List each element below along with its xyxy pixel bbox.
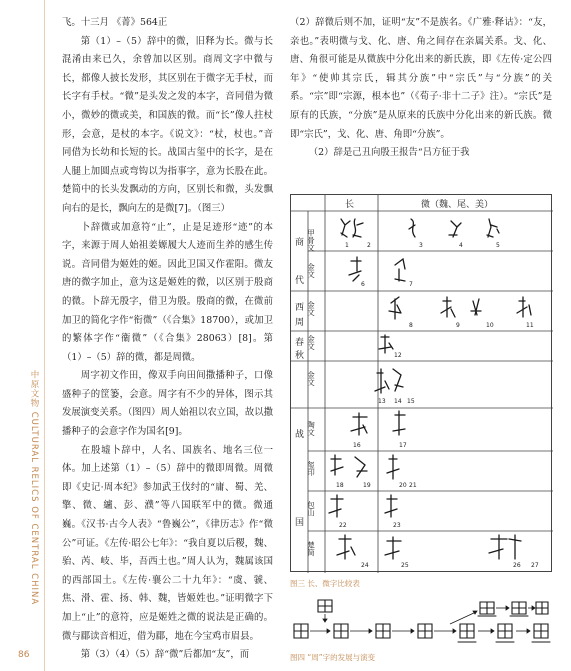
script-bronze: 金文 (306, 263, 316, 278)
glyph-number: 22 (339, 522, 347, 529)
glyph-number: 4 (459, 242, 463, 249)
glyph-number: 11 (526, 322, 534, 329)
figure-3-comparison-table (290, 194, 552, 572)
glyph-number: 18 (336, 482, 344, 489)
glyph-number: 7 (409, 281, 413, 288)
figure-3-drawing (291, 195, 553, 573)
glyph-number: 25 (401, 562, 409, 569)
header-long: 长 (345, 200, 355, 210)
ancient-glyph-strokes (329, 219, 531, 559)
paragraph: 在殷墟卜辞中，人名、国族名、地名三位一体。加上述第（1）–（5）辞中的微即周微。周微即《史记·周本纪》参加武王伐纣的“庸、蜀、羌、擎、微、纑、彭、濮”等八国联军中的微。微通巍。《汉书·古今人表》“鲁巍公”，《律历志》作“微公”可证。《左传·昭公七年》：“我自夏以后稷，魏、骀、芮、岐、毕，吾西土也。”周人认为，魏属该国的西部国土。《左传·襄公二十九年》：“虞、虢、焦、滑、霍、扬、韩、魏，皆姬姓也。”证明微字下加上“止”的意符，应是姬姓之微的说法是正确的。微与郿读音相近，借为郿，地在今宝鸡市眉县。 (62, 444, 273, 642)
script-oracle-bone: 甲骨文 (306, 229, 316, 252)
figure-4-zhou-evolution (290, 596, 552, 648)
glyph-number: 13 (378, 398, 386, 405)
figure-3-caption: 图三 长、微字比较表 (290, 579, 360, 588)
paragraph: （2）辞是己丑向殷王报告“吕方征于我 (308, 147, 470, 159)
paragraph: 卜辞微或加意符“止”，止是足迹形“迹”的本字，来源于周人始祖姜嫄履大人迹而生养的感生传说。音同借为姬姓的姬。因此卫国又作霍阳。微友唐的微字加止，意为这是姬姓的微，以区别于殷商的微。卜辞无殷字，借卫为殷。殷商的微，在微前加卫的简化字作“衔微”（《合集》18700），或加卫的繁体字作“衞微”（《合集》28063）[8]。第（1）–（5）辞的微，都是周微。 (62, 221, 273, 363)
glyph-number: 20 (399, 482, 407, 489)
glyph-number: 19 (363, 482, 371, 489)
glyph-number: 23 (393, 522, 401, 529)
script-pottery: 陶文 (306, 421, 316, 436)
period-shang: 商 (295, 238, 305, 248)
paragraph: 周字初文作田，像双手向田间撒播种子，口像盛种子的筐篓，会意。周字有不少的异体，图示其发展演变关系。（图四）周人始祖以农立国，故以撒播种子的会意字作为国名[9]。 (62, 370, 273, 438)
header-wei: 微（魏、尾、美） (421, 200, 494, 210)
glyph-number: 9 (456, 322, 460, 329)
script-bronze: 金文 (306, 371, 316, 386)
glyph-number: 15 (407, 398, 415, 405)
page-number: 86 (18, 650, 30, 660)
figure-4-drawing (290, 596, 552, 648)
glyph-number: 2 (367, 242, 371, 249)
glyph-number: 16 (353, 442, 361, 449)
script-seal: 玺印 (306, 461, 316, 476)
figure-4-caption: 图四 “周”字的发展与演变 (290, 653, 376, 662)
paragraph: 第（3）（4）（5）辞“微”后都加“友”，而 (80, 649, 250, 661)
glyph-number: 6 (361, 281, 365, 288)
glyph-number: 17 (399, 442, 407, 449)
script-bronze: 金文 (306, 301, 316, 316)
glyph-number: 1 (345, 242, 349, 249)
period-zhan: 战 (295, 430, 305, 440)
period-qiu: 秋 (295, 351, 305, 361)
glyph-number: 27 (531, 562, 539, 569)
glyph-number: 14 (394, 398, 402, 405)
paragraph: 第（1）–（5）辞中的微，旧释为长。微与长混淆由来已久，余曾加以区别。商周文字中微与长，都像人披长发形，其区别在于微字无手杖，而长字有手杖。“微”是头发之发的本字，音同借为微小，微妙的微或美，和国族的微。而“长”像人拄杖形，会意，是杖的本字。《说文》：“杖，杖也。”音同借为长幼和长短的长。战国古玺中的长字，是在人腿上加圆点或弯钩以为指事字，意为长股在此。楚简中的长头发飘动的方向，区别长和微，头发飘向右的是长，飘向左的是微[7]。（图三） (62, 35, 273, 214)
paragraph: （2）辞微后则不加，证明“友”不是族名。《广雅·释诂》：“友，亲也。”表明微与戈、化、唐、角之间存在亲属关系。戈、化、唐、角很可能是从微族中分化出来的新氏族，即《左传·定公四年》“使帅其宗氏，辑其分族”中“宗氏”与“分族”的关系。“宗”即“宗源，根本也”（《荀子·非十二子》注）。“宗氏”是原有的氏族，“分族”是从原来的氏族中分化出来的新氏族。微即“宗氏”，戈、化、唐、角即“分族”。 (290, 17, 552, 140)
period-chun: 春 (295, 338, 305, 348)
glyph-number: 21 (409, 482, 417, 489)
glyph-number: 26 (513, 562, 521, 569)
glyph-number: 24 (361, 562, 369, 569)
margin-rule (44, 0, 45, 671)
period-zhou: 周 (295, 318, 305, 328)
journal-side-label: 中原文物 CULTURAL RELICS OF CENTRAL CHINA (29, 370, 39, 606)
period-guo: 国 (295, 518, 305, 528)
left-text-column (62, 14, 273, 665)
period-xi: 西 (295, 303, 305, 313)
glyph-number: 10 (486, 322, 494, 329)
script-bronze: 金文 (306, 335, 316, 350)
right-text-column (290, 14, 552, 163)
script-baoshan: 包山 (306, 501, 316, 516)
glyph-number: 3 (419, 242, 423, 249)
glyph-number: 5 (496, 242, 500, 249)
paragraph: 飞。十三月 《菁》564正 (62, 17, 168, 28)
script-bamboo: 楚简 (306, 541, 316, 556)
glyph-number: 12 (394, 352, 402, 359)
glyph-number: 8 (409, 322, 413, 329)
period-dai-1: 代 (295, 276, 305, 286)
